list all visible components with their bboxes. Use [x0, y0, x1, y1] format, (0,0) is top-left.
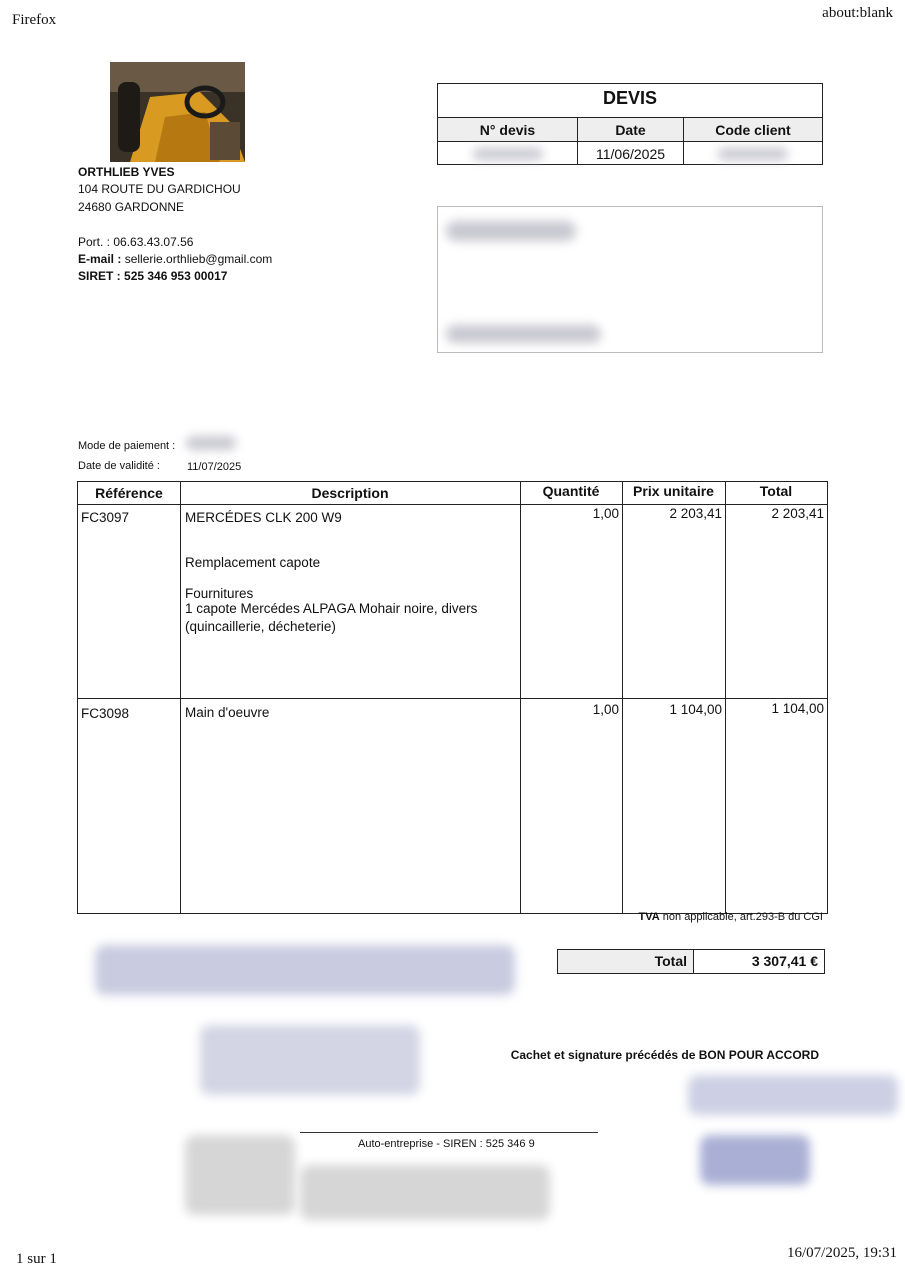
email-label: E-mail : — [78, 252, 122, 266]
devis-col-number: N° devis — [438, 118, 578, 141]
redacted-stamp-bottom — [200, 1025, 420, 1095]
devis-title: DEVIS — [602, 88, 658, 108]
browser-url: about:blank — [822, 5, 893, 21]
company-phone-line — [78, 235, 193, 249]
row2-unit-price: 1 104,00 — [669, 702, 722, 717]
row2-total: 1 104,00 — [771, 701, 824, 716]
devis-date-value: 11/06/2025 — [578, 142, 684, 165]
phone-label: Port. : — [78, 235, 111, 249]
redacted-signature — [688, 1075, 898, 1115]
row2-desc-title: Main d'oeuvre — [185, 705, 270, 720]
devis-number-value — [438, 142, 578, 165]
company-name: ORTHLIEB YVES — [78, 165, 175, 179]
redacted-signature-mark — [700, 1135, 810, 1185]
devis-client-value — [684, 142, 822, 165]
header-unit-price: Prix unitaire — [633, 483, 714, 499]
row1-total: 2 203,41 — [771, 506, 824, 521]
tva-text: non applicable, art.293-B du CGI — [662, 911, 823, 923]
company-email-line — [78, 252, 272, 266]
grand-total-label: Total — [558, 950, 694, 973]
header-total: Total — [759, 483, 793, 499]
footer-divider — [300, 1132, 598, 1133]
row1-desc-line5: (quincaillerie, décheterie) — [185, 619, 336, 634]
row1-unit-price: 2 203,41 — [669, 506, 722, 521]
row2-reference: FC3098 — [81, 706, 130, 721]
phone-value: 06.63.43.07.56 — [113, 235, 194, 249]
devis-grid-values — [438, 142, 822, 165]
tva-label: TVA — [638, 911, 660, 923]
items-table — [77, 481, 828, 914]
row1-desc-line4: 1 capote Mercédes ALPAGA Mohair noire, divers — [185, 601, 478, 616]
devis-col-client: Code client — [715, 121, 791, 138]
signature-bold: BON POUR ACCORD — [698, 1048, 819, 1062]
redacted-footer-right — [300, 1165, 550, 1220]
header-quantity: Quantité — [542, 483, 600, 499]
signature-instruction — [511, 1048, 819, 1062]
page-indicator: 1 sur 1 — [16, 1251, 57, 1267]
company-siret-line — [78, 269, 227, 283]
row1-desc-line2: Remplacement capote — [185, 555, 321, 570]
redacted-stamp-top — [95, 945, 515, 995]
redacted-footer-left — [185, 1135, 295, 1215]
siret-label: SIRET : — [78, 269, 121, 283]
print-timestamp: 16/07/2025, 19:31 — [786, 1245, 897, 1261]
header-reference: Référence — [95, 485, 163, 501]
devis-grid-header — [438, 118, 822, 142]
row1-desc-title: MERCÉDES CLK 200 W9 — [185, 510, 342, 525]
company-address-line1: 104 ROUTE DU GARDICHOU — [78, 182, 241, 196]
redacted-payment-mode — [186, 436, 236, 450]
row1-quantity: 1,00 — [592, 506, 619, 521]
row1-reference: FC3097 — [81, 510, 130, 525]
siret-value: 525 346 953 00017 — [124, 269, 228, 283]
browser-app-name: Firefox — [12, 12, 57, 28]
email-value: sellerie.orthlieb@gmail.com — [124, 252, 273, 266]
grand-total-value: 3 307,41 € — [694, 950, 824, 973]
company-photo — [110, 62, 245, 162]
validity-label: Date de validité : — [78, 460, 160, 472]
client-address-box — [437, 206, 823, 353]
row2-quantity: 1,00 — [592, 702, 619, 717]
grand-total-box — [557, 949, 825, 974]
signature-prefix: Cachet et signature précédés de — [510, 1048, 696, 1062]
redacted-client-name — [446, 221, 576, 241]
devis-grid — [438, 117, 822, 166]
row1-desc-line3: Fournitures — [185, 586, 254, 601]
devis-col-date: Date — [578, 118, 684, 141]
validity-value: 11/07/2025 — [187, 461, 242, 473]
devis-header-box — [437, 83, 823, 165]
payment-mode-label: Mode de paiement : — [78, 440, 176, 452]
header-description: Description — [311, 485, 389, 501]
company-address-line2: 24680 GARDONNE — [78, 200, 185, 214]
siren-note: Auto-entreprise - SIREN : 525 346 9 — [358, 1138, 535, 1150]
tva-note — [639, 911, 823, 923]
redacted-client-address — [446, 325, 601, 343]
